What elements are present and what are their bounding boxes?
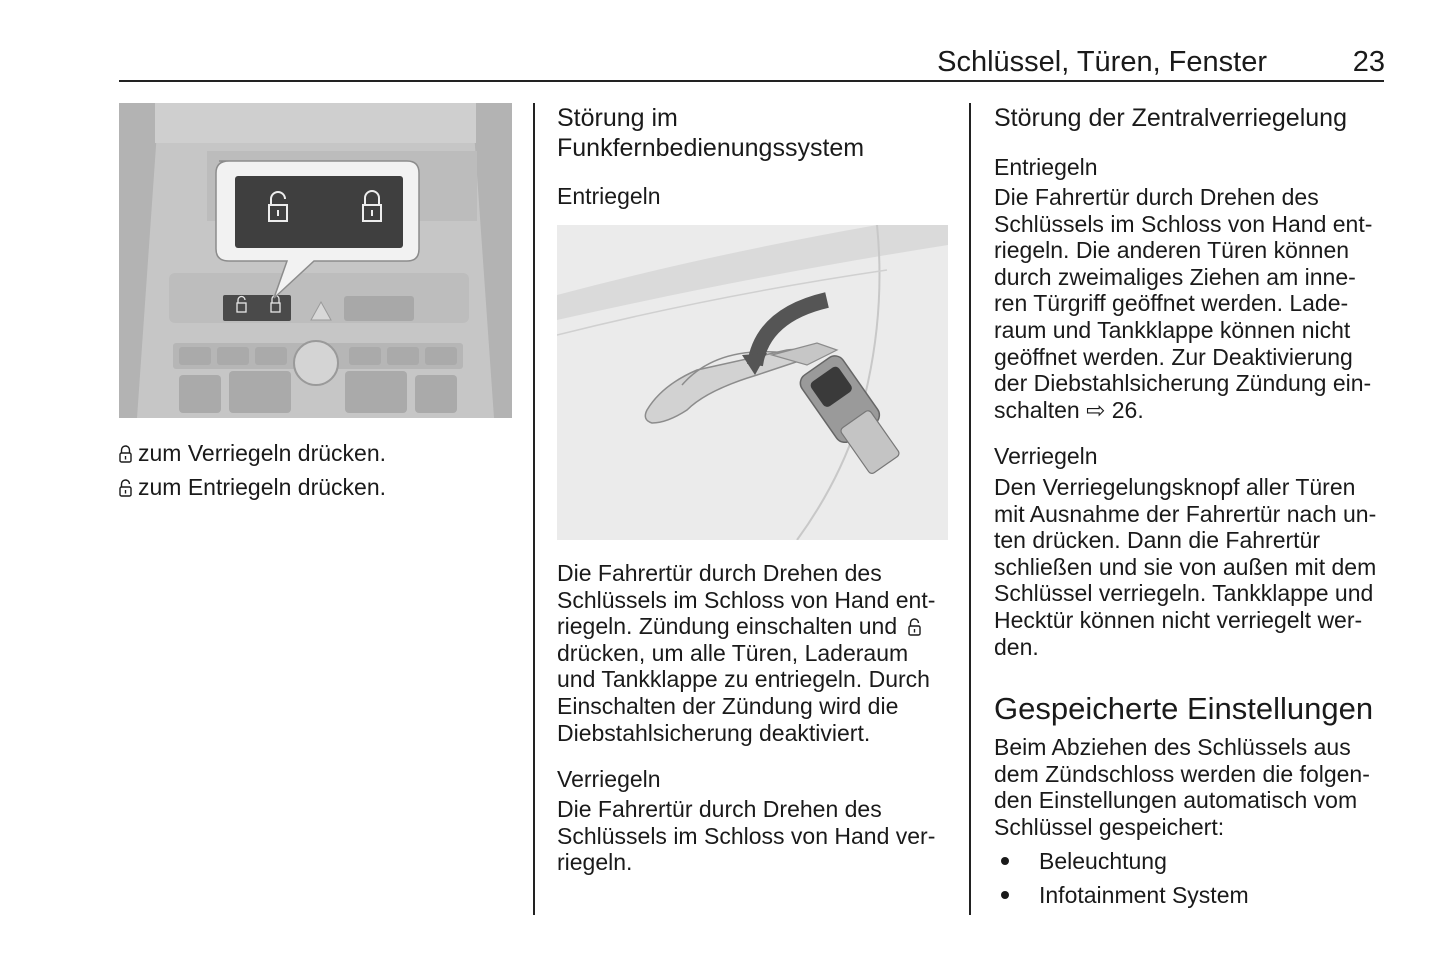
header-rule (119, 80, 1384, 82)
verriegeln-body-2: Den Verriegelungsknopf aller Türen mit Ausnahme der Fahrertür nach un- ten drücken. Dann die Fahrertür schließen und sie von außen mit dem Schlüssel verriegeln. Tankklappe und Hecktür können nicht verriegelt wer- den. (994, 474, 1377, 660)
unlock-instruction-line (119, 474, 386, 501)
subheading-verriegeln: Verriegeln (557, 766, 661, 792)
subheading-entriegeln: Entriegeln (557, 183, 661, 209)
lock-instruction-line (119, 440, 386, 467)
entriegeln-body (557, 560, 945, 746)
page-number: 23 (1352, 46, 1385, 78)
column-divider-2 (969, 103, 971, 915)
running-header-title: Schlüssel, Türen, Fenster (937, 46, 1267, 78)
dashboard-lock-buttons-illustration (119, 103, 512, 418)
lock-instruction-text: zum Verriegeln drücken. (138, 440, 387, 466)
section-title-radio-remote-fault: Störung im Funkfernbedienungssystem (557, 104, 865, 162)
page-reference: 26. (1111, 396, 1144, 423)
list-item: Beleuchtung (994, 844, 1384, 878)
entriegeln-body-2 (994, 184, 1384, 423)
column-divider-1 (533, 103, 535, 915)
lock-open-inline-icon (908, 618, 921, 636)
lock-closed-icon (119, 445, 132, 463)
saved-settings-list (994, 844, 1384, 912)
verriegeln-body: Die Fahrertür durch Drehen des Schlüssels im Schloss von Hand ver- riegeln. (557, 796, 936, 876)
unlock-instruction-text: zum Entriegeln drücken. (138, 474, 387, 500)
entriegeln-body-part1: Die Fahrertür durch Drehen des Schlüssels im Schloss von Hand ent- riegeln. Zündung einschalten und (557, 560, 936, 640)
list-item: Infotainment System (994, 878, 1384, 912)
saved-settings-body: Beim Abziehen des Schlüssels aus dem Zündschloss werden die folgen- den Einstellungen automatisch vom Schlüssel gespeichert: (994, 734, 1370, 840)
page-reference-arrow-icon: ⇨ (1086, 396, 1106, 423)
entriegeln-body-2-text: Die Fahrertür durch Drehen des Schlüssels im Schloss von Hand ent- riegeln. Die anderen Türen können durch zweimaliges Ziehen am inne- ren Türgriff geöffnet werden. Lade- raum und Tankklappe können nicht geöffnet werden. Zur Deaktivierung der Diebstahlsicherung Zündung ein- schalten (994, 184, 1373, 423)
door-handle-key-illustration (557, 225, 948, 540)
section-title-central-locking-fault: Störung der Zentralverriegelung (994, 104, 1347, 132)
entriegeln-body-part2: drücken, um alle Türen, Laderaum und Tankklappe zu entriegeln. Durch Einschalten der Zündung wird die Diebstahlsicherung deaktiviert. (557, 639, 930, 746)
lock-open-icon (119, 479, 132, 497)
subheading-verriegeln-2: Verriegeln (994, 443, 1098, 469)
subheading-entriegeln-2: Entriegeln (994, 154, 1098, 180)
section-title-saved-settings: Gespeicherte Einstellungen (994, 691, 1374, 726)
